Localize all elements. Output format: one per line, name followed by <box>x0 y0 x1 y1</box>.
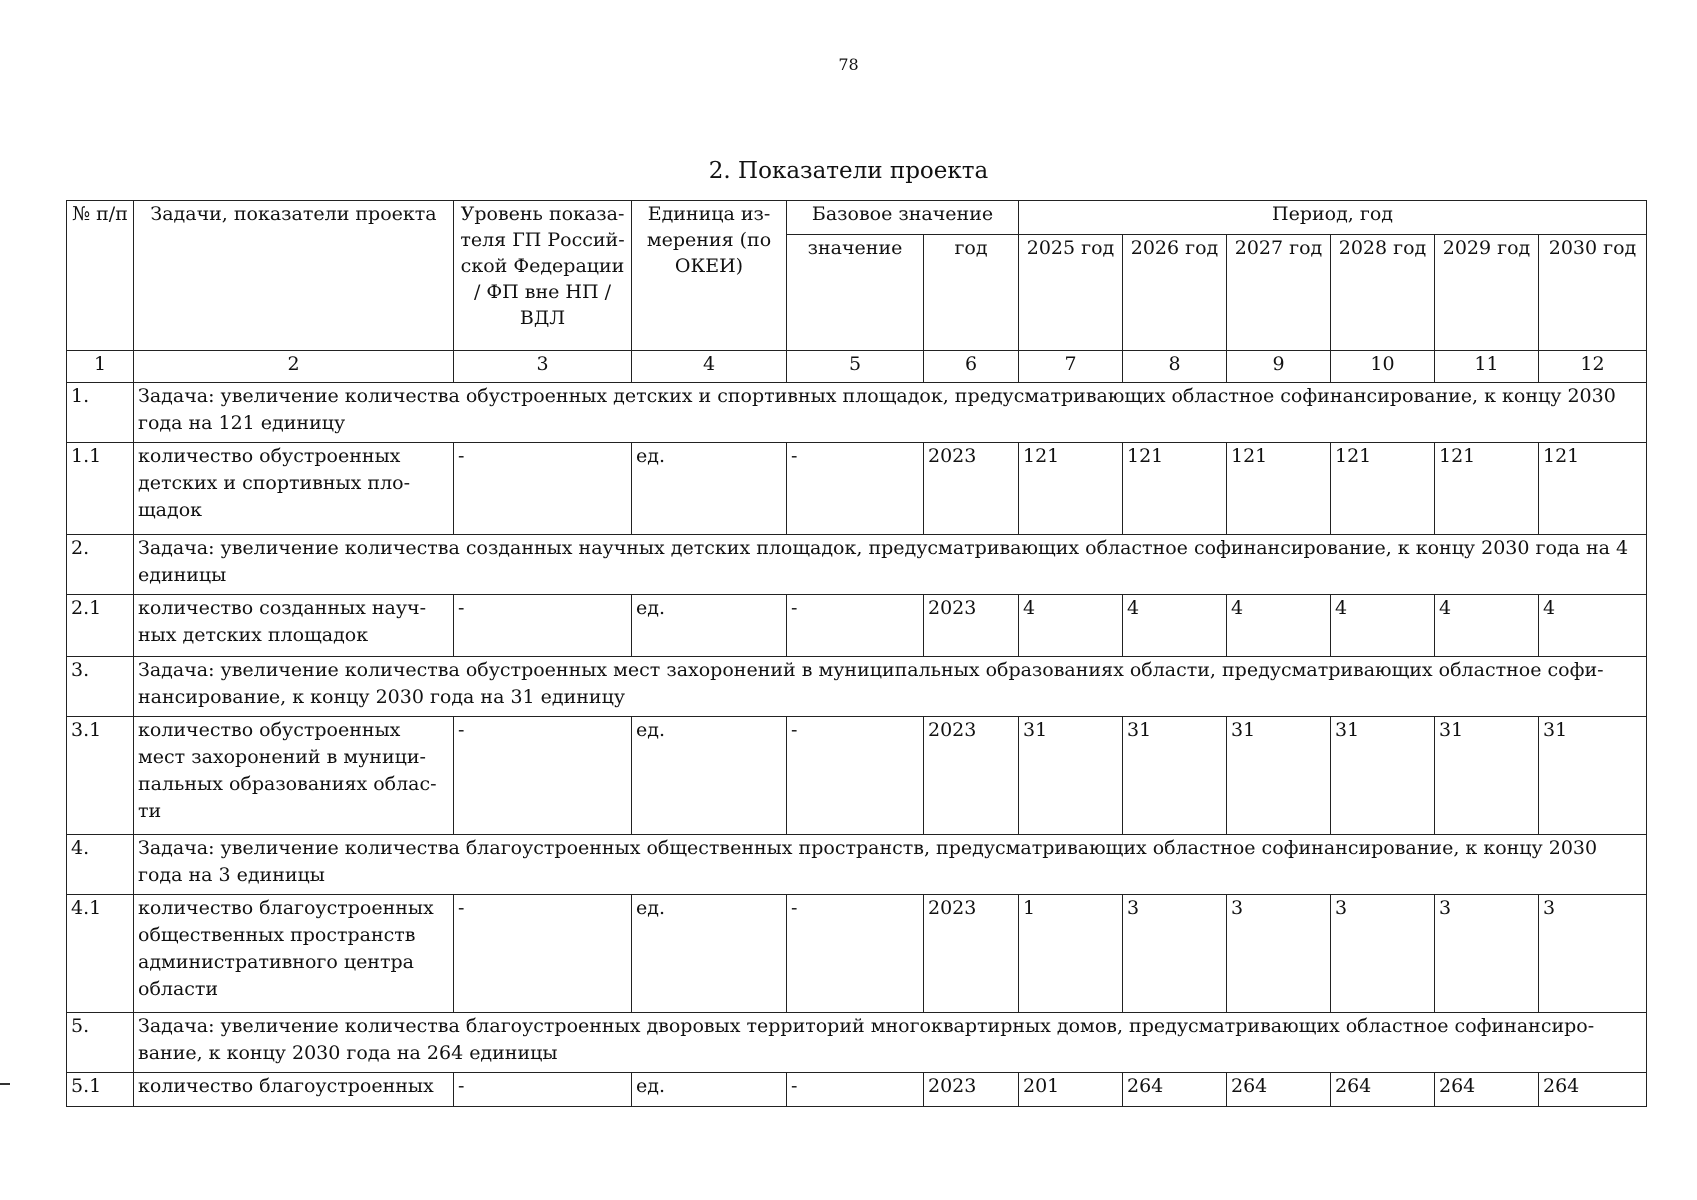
row-number: 1.1 <box>67 443 134 535</box>
header-year-2027: 2027 год <box>1227 235 1331 351</box>
indicator-unit: ед. <box>632 443 787 535</box>
column-number: 3 <box>454 351 632 383</box>
header-base-year: год <box>924 235 1019 351</box>
value-2027: 31 <box>1227 717 1331 835</box>
value-2026: 3 <box>1123 895 1227 1013</box>
indicator-unit: ед. <box>632 1073 787 1107</box>
column-number: 8 <box>1123 351 1227 383</box>
indicator-row <box>67 443 1647 535</box>
indicator-name: количество обустроенных мест захоронений в муници-пальных образованиях облас-ти <box>134 717 454 835</box>
value-2030: 264 <box>1539 1073 1647 1107</box>
base-value: - <box>787 1073 924 1107</box>
row-number: 3. <box>67 657 134 717</box>
value-2027: 121 <box>1227 443 1331 535</box>
value-2026: 31 <box>1123 717 1227 835</box>
value-2025: 201 <box>1019 1073 1123 1107</box>
value-2030: 4 <box>1539 595 1647 657</box>
indicator-name: количество благоустроенных общественных пространств административного центра области <box>134 895 454 1013</box>
header-year-2026: 2026 год <box>1123 235 1227 351</box>
column-number: 7 <box>1019 351 1123 383</box>
value-2026: 121 <box>1123 443 1227 535</box>
indicator-row <box>67 1073 1647 1107</box>
base-value: - <box>787 717 924 835</box>
value-2027: 4 <box>1227 595 1331 657</box>
task-row <box>67 657 1647 717</box>
row-number: 4.1 <box>67 895 134 1013</box>
indicators-table <box>66 200 1647 1107</box>
task-row <box>67 1013 1647 1073</box>
value-2030: 121 <box>1539 443 1647 535</box>
indicator-level: - <box>454 443 632 535</box>
header-level: Уровень показа-теля ГП Россий-ской Федерации / ФП вне НП / ВДЛ <box>454 201 632 351</box>
column-number: 11 <box>1435 351 1539 383</box>
row-number: 2. <box>67 535 134 595</box>
value-2028: 264 <box>1331 1073 1435 1107</box>
value-2026: 4 <box>1123 595 1227 657</box>
indicator-level: - <box>454 895 632 1013</box>
margin-mark <box>0 1083 10 1085</box>
indicator-name: количество благоустроенных <box>134 1073 454 1107</box>
value-2028: 121 <box>1331 443 1435 535</box>
value-2025: 1 <box>1019 895 1123 1013</box>
header-year-2029: 2029 год <box>1435 235 1539 351</box>
row-number: 3.1 <box>67 717 134 835</box>
header-unit: Единица из-мерения (по ОКЕИ) <box>632 201 787 351</box>
indicator-unit: ед. <box>632 595 787 657</box>
indicator-unit: ед. <box>632 717 787 835</box>
page-number: 78 <box>838 55 859 74</box>
value-2029: 3 <box>1435 895 1539 1013</box>
task-text: Задача: увеличение количества созданных научных детских площадок, предусматривающих областное софинансирование, к концу 2030 года на 4 единицы <box>134 535 1647 595</box>
value-2025: 4 <box>1019 595 1123 657</box>
task-row <box>67 835 1647 895</box>
row-number: 5.1 <box>67 1073 134 1107</box>
indicator-row <box>67 895 1647 1013</box>
base-value: - <box>787 595 924 657</box>
value-2025: 121 <box>1019 443 1123 535</box>
indicator-name: количество созданных науч-ных детских площадок <box>134 595 454 657</box>
value-2030: 3 <box>1539 895 1647 1013</box>
indicator-row <box>67 595 1647 657</box>
column-number: 6 <box>924 351 1019 383</box>
task-row <box>67 535 1647 595</box>
base-year: 2023 <box>924 895 1019 1013</box>
task-text: Задача: увеличение количества благоустроенных дворовых территорий многоквартирных домов, предусматривающих областное софинансиро-вание, к концу 2030 года на 264 единицы <box>134 1013 1647 1073</box>
base-value: - <box>787 895 924 1013</box>
indicator-level: - <box>454 1073 632 1107</box>
page-title: 2. Показатели проекта <box>708 158 989 184</box>
task-text: Задача: увеличение количества обустроенных детских и спортивных площадок, предусматривающих областное софинансирование, к концу 2030 года на 121 единицу <box>134 383 1647 443</box>
header-base-group: Базовое значение <box>787 201 1019 235</box>
value-2029: 264 <box>1435 1073 1539 1107</box>
column-number: 10 <box>1331 351 1435 383</box>
value-2027: 3 <box>1227 895 1331 1013</box>
header-period-group: Период, год <box>1019 201 1647 235</box>
column-number: 2 <box>134 351 454 383</box>
value-2027: 264 <box>1227 1073 1331 1107</box>
indicator-level: - <box>454 595 632 657</box>
value-2029: 4 <box>1435 595 1539 657</box>
indicator-row <box>67 717 1647 835</box>
base-value: - <box>787 443 924 535</box>
column-number: 12 <box>1539 351 1647 383</box>
column-number: 4 <box>632 351 787 383</box>
indicator-unit: ед. <box>632 895 787 1013</box>
header-year-2030: 2030 год <box>1539 235 1647 351</box>
base-year: 2023 <box>924 717 1019 835</box>
value-2030: 31 <box>1539 717 1647 835</box>
value-2028: 3 <box>1331 895 1435 1013</box>
column-number: 1 <box>67 351 134 383</box>
header-year-2028: 2028 год <box>1331 235 1435 351</box>
task-text: Задача: увеличение количества благоустроенных общественных пространств, предусматривающих областное софинансирование, к концу 2030 года на 3 единицы <box>134 835 1647 895</box>
row-number: 2.1 <box>67 595 134 657</box>
base-year: 2023 <box>924 443 1019 535</box>
row-number: 4. <box>67 835 134 895</box>
header-num: № п/п <box>67 201 134 351</box>
value-2029: 31 <box>1435 717 1539 835</box>
task-text: Задача: увеличение количества обустроенных мест захоронений в муниципальных образованиях области, предусматривающих областное софи-нансирование, к концу 2030 года на 31 единицу <box>134 657 1647 717</box>
header-task: Задачи, показатели проекта <box>134 201 454 351</box>
header-base-value: значение <box>787 235 924 351</box>
base-year: 2023 <box>924 595 1019 657</box>
value-2025: 31 <box>1019 717 1123 835</box>
indicator-name: количество обустроенных детских и спортивных пло-щадок <box>134 443 454 535</box>
value-2028: 4 <box>1331 595 1435 657</box>
header-year-2025: 2025 год <box>1019 235 1123 351</box>
column-numbers-row <box>67 351 1647 383</box>
base-year: 2023 <box>924 1073 1019 1107</box>
value-2026: 264 <box>1123 1073 1227 1107</box>
column-number: 9 <box>1227 351 1331 383</box>
column-number: 5 <box>787 351 924 383</box>
value-2029: 121 <box>1435 443 1539 535</box>
row-number: 5. <box>67 1013 134 1073</box>
task-row <box>67 383 1647 443</box>
value-2028: 31 <box>1331 717 1435 835</box>
indicator-level: - <box>454 717 632 835</box>
row-number: 1. <box>67 383 134 443</box>
